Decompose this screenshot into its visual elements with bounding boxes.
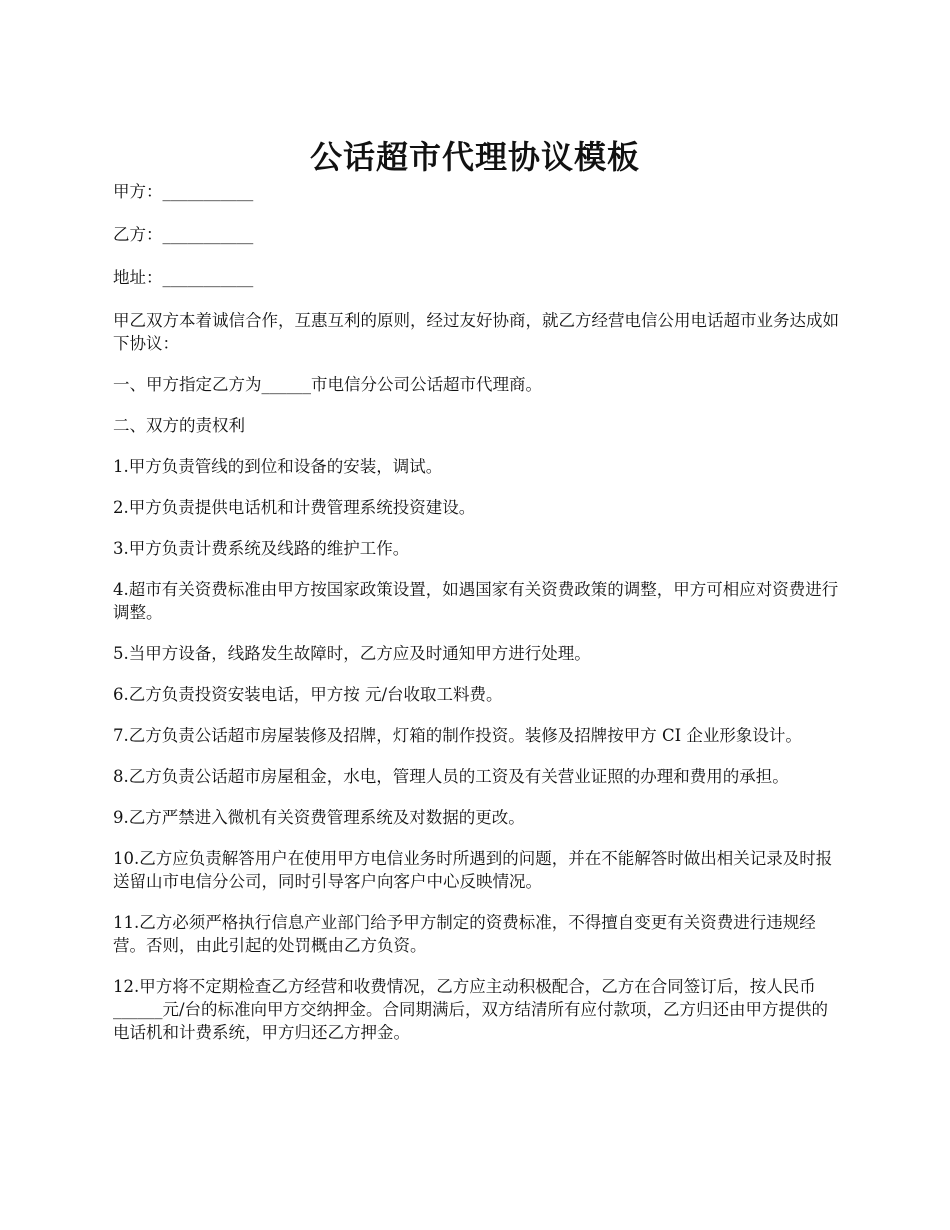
address-field: 地址：___________ — [113, 268, 254, 287]
clause-item-6: 6.乙方负责投资安装电话，甲方按 元/台收取工料费。 — [113, 685, 503, 704]
clause-item-7: 7.乙方负责公话超市房屋装修及招牌，灯箱的制作投资。装修及招牌按甲方 CI 企业形象设计。 — [113, 726, 802, 745]
clause-2-heading: 二、双方的责权利 — [113, 416, 245, 435]
party-b-field: 乙方：___________ — [113, 225, 254, 244]
clause-item-4: 4.超市有关资费标准由甲方按国家政策设置，如遇国家有关资费政策的调整，甲方可相应对资费进行调整。 — [113, 580, 839, 622]
clause-item-9: 9.乙方严禁进入微机有关资费管理系统及对数据的更改。 — [113, 808, 525, 827]
document-title: 公话超市代理协议模板 — [309, 138, 640, 177]
clause-1-heading: 一、甲方指定乙方为______市电信分公司公话超市代理商。 — [113, 375, 542, 394]
clause-item-1: 1.甲方负责管线的到位和设备的安装，调试。 — [113, 457, 443, 476]
intro-paragraph: 甲乙双方本着诚信合作，互惠互利的原则，经过友好协商，就乙方经营电信公用电话超市业务达成如下协议： — [113, 311, 839, 353]
clause-item-3: 3.甲方负责计费系统及线路的维护工作。 — [113, 539, 410, 558]
clause-item-2: 2.甲方负责提供电话机和计费管理系统投资建设。 — [113, 498, 476, 517]
party-a-field: 甲方：___________ — [113, 182, 254, 201]
clause-item-8: 8.乙方负责公话超市房屋租金，水电，管理人员的工资及有关营业证照的办理和费用的承担。 — [113, 767, 789, 786]
document-body — [113, 180, 841, 1062]
clause-item-5: 5.当甲方设备，线路发生故障时，乙方应及时通知甲方进行处理。 — [113, 644, 591, 663]
clause-item-11: 11.乙方必须严格执行信息产业部门给予甲方制定的资费标准，不得擅自变更有关资费进行违规经营。否则，由此引起的处罚概由乙方负资。 — [113, 913, 816, 955]
clause-item-10: 10.乙方应负责解答用户在使用甲方电信业务时所遇到的问题，并在不能解答时做出相关记录及时报送留山市电信分公司，同时引导客户向客户中心反映情况。 — [113, 849, 833, 891]
clause-item-12: 12.甲方将不定期检查乙方经营和收费情况，乙方应主动积极配合，乙方在合同签订后，按人民币______元/台的标准向甲方交纳押金。合同期满后，双方结清所有应付款项，乙方归还由甲方提供的电话机和计费系统，甲方归还乙方押金。 — [113, 977, 829, 1042]
